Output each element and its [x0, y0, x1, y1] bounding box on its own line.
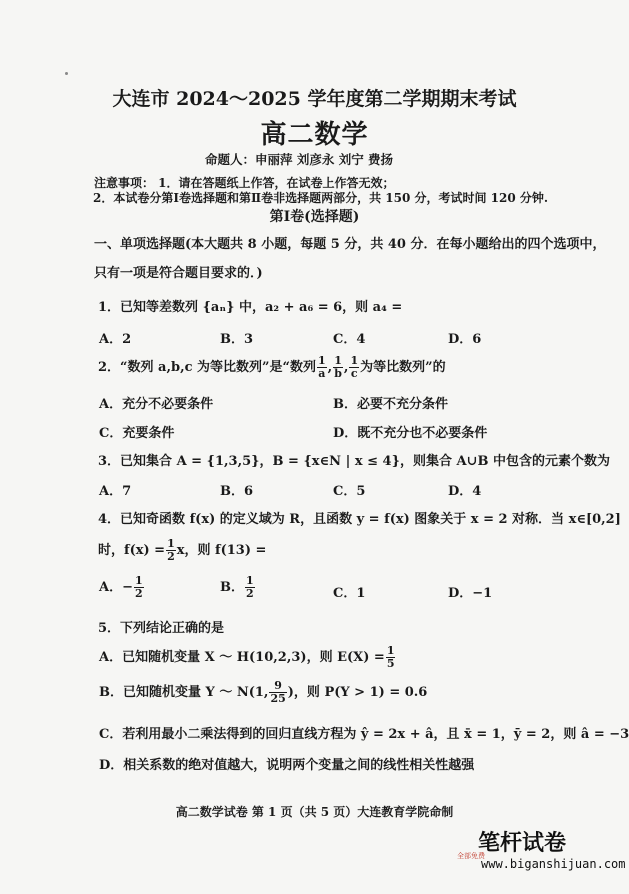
q2-stem-pre: 2．“数列 a,b,c 为等比数列”是“数列	[98, 360, 317, 375]
authors: 命题人：申丽萍 刘彦永 刘宁 费扬	[205, 152, 394, 167]
q1-option-c: C．4	[333, 332, 366, 347]
q4-stem-line-1: 4．已知奇函数 f(x) 的定义域为 R，且函数 y = f(x) 图象关于 x = 2 对称．当 x∈[0,2]	[98, 512, 621, 527]
section-instruction-2: 只有一项是符合题目要求的．)	[94, 266, 263, 281]
q3-option-d: D．4	[448, 484, 482, 499]
exam-title: 大连市 2024～2025 学年度第二学期期末考试	[112, 88, 517, 110]
q4-line2-post: x，则 f(13) =	[176, 543, 267, 558]
q5-option-b: B．已知随机变量 Y ～ N(1, $\frac{9}{25}$ )，则 P(Y > 1) = 0.6	[99, 679, 428, 705]
q5-stem: 5．下列结论正确的是	[98, 621, 225, 636]
part-heading: 第Ⅰ卷(选择题)	[269, 209, 360, 225]
q3-option-c: C．5	[333, 484, 366, 499]
q2-frac-2: $\frac{1}{b}$	[334, 354, 342, 380]
q4-option-d: D．−1	[448, 586, 493, 601]
q2-option-c: C．充要条件	[99, 426, 175, 441]
q1-stem: 1．已知等差数列 {aₙ} 中，a₂ + a₆ = 6，则 a₄ =	[98, 300, 403, 315]
q5-option-c: C．若利用最小二乘法得到的回归直线方程为 ŷ = 2x + â，且 x̄ = 1，ȳ = 2，则 â = −3	[99, 727, 629, 742]
q3-option-a: A．7	[99, 484, 132, 499]
scan-speck	[65, 72, 68, 75]
q4-option-b: B． $\frac{1}{2}$	[220, 574, 254, 600]
q5-option-d: D．相关系数的绝对值越大，说明两个变量之间的线性相关性越强	[99, 758, 475, 773]
q2-option-a: A．充分不必要条件	[99, 397, 214, 412]
note-line-1: 注意事项： 1．请在答题纸上作答，在试卷上作答无效；	[94, 176, 395, 190]
q5-option-a: A．已知随机变量 X ～ H(10,2,3)，则 E(X) = $\frac{1}{5}$	[99, 644, 395, 670]
q4-option-a: A．− $\frac{1}{2}$	[99, 574, 143, 600]
page-footer: 高二数学试卷 第 1 页（共 5 页）大连教育学院命制	[175, 805, 454, 819]
section-instruction-1: 一、单项选择题(本大题共 8 小题，每题 5 分，共 40 分．在每小题给出的四个选项中，	[94, 237, 606, 252]
q3-option-b: B．6	[220, 484, 254, 499]
q2-option-b: B．必要不充分条件	[333, 397, 448, 412]
q2-frac-1: $\frac{1}{a}$	[318, 354, 326, 380]
q2-stem-post: 为等比数列”的	[360, 360, 446, 375]
q1-option-b: B．3	[220, 332, 254, 347]
q1-option-a: A．2	[99, 332, 132, 347]
q3-stem: 3．已知集合 A = {1,3,5}，B = {x∈N | x ≤ 4}，则集合 A∪B 中包含的元素个数为	[98, 454, 610, 469]
q1-option-d: D．6	[448, 332, 482, 347]
watermark-tag: 全部免费	[457, 852, 485, 860]
q4-stem-line-2	[98, 538, 266, 563]
watermark-url: www.biganshijuan.com	[481, 857, 626, 871]
q4-frac-half: $\frac{1}{2}$	[167, 537, 175, 563]
subject-title: 高二数学	[260, 120, 369, 150]
q4-line2-pre: 时，f(x) =	[98, 543, 166, 558]
q2-option-d: D．既不充分也不必要条件	[333, 426, 488, 441]
q4-option-c: C．1	[333, 586, 366, 601]
q2-stem: 2．“数列 a,b,c 为等比数列”是“数列 $\frac{1}{a}$ , $\frac{1}{b}$ , $\frac{1}{c}$ 为等比数列”的	[98, 354, 446, 380]
note-line-2: 2．本试卷分第Ⅰ卷选择题和第Ⅱ卷非选择题两部分，共 150 分，考试时间 120 分钟.	[93, 191, 549, 205]
watermark-name: 笔杆试卷	[478, 831, 567, 856]
q2-frac-3: $\frac{1}{c}$	[350, 354, 359, 380]
